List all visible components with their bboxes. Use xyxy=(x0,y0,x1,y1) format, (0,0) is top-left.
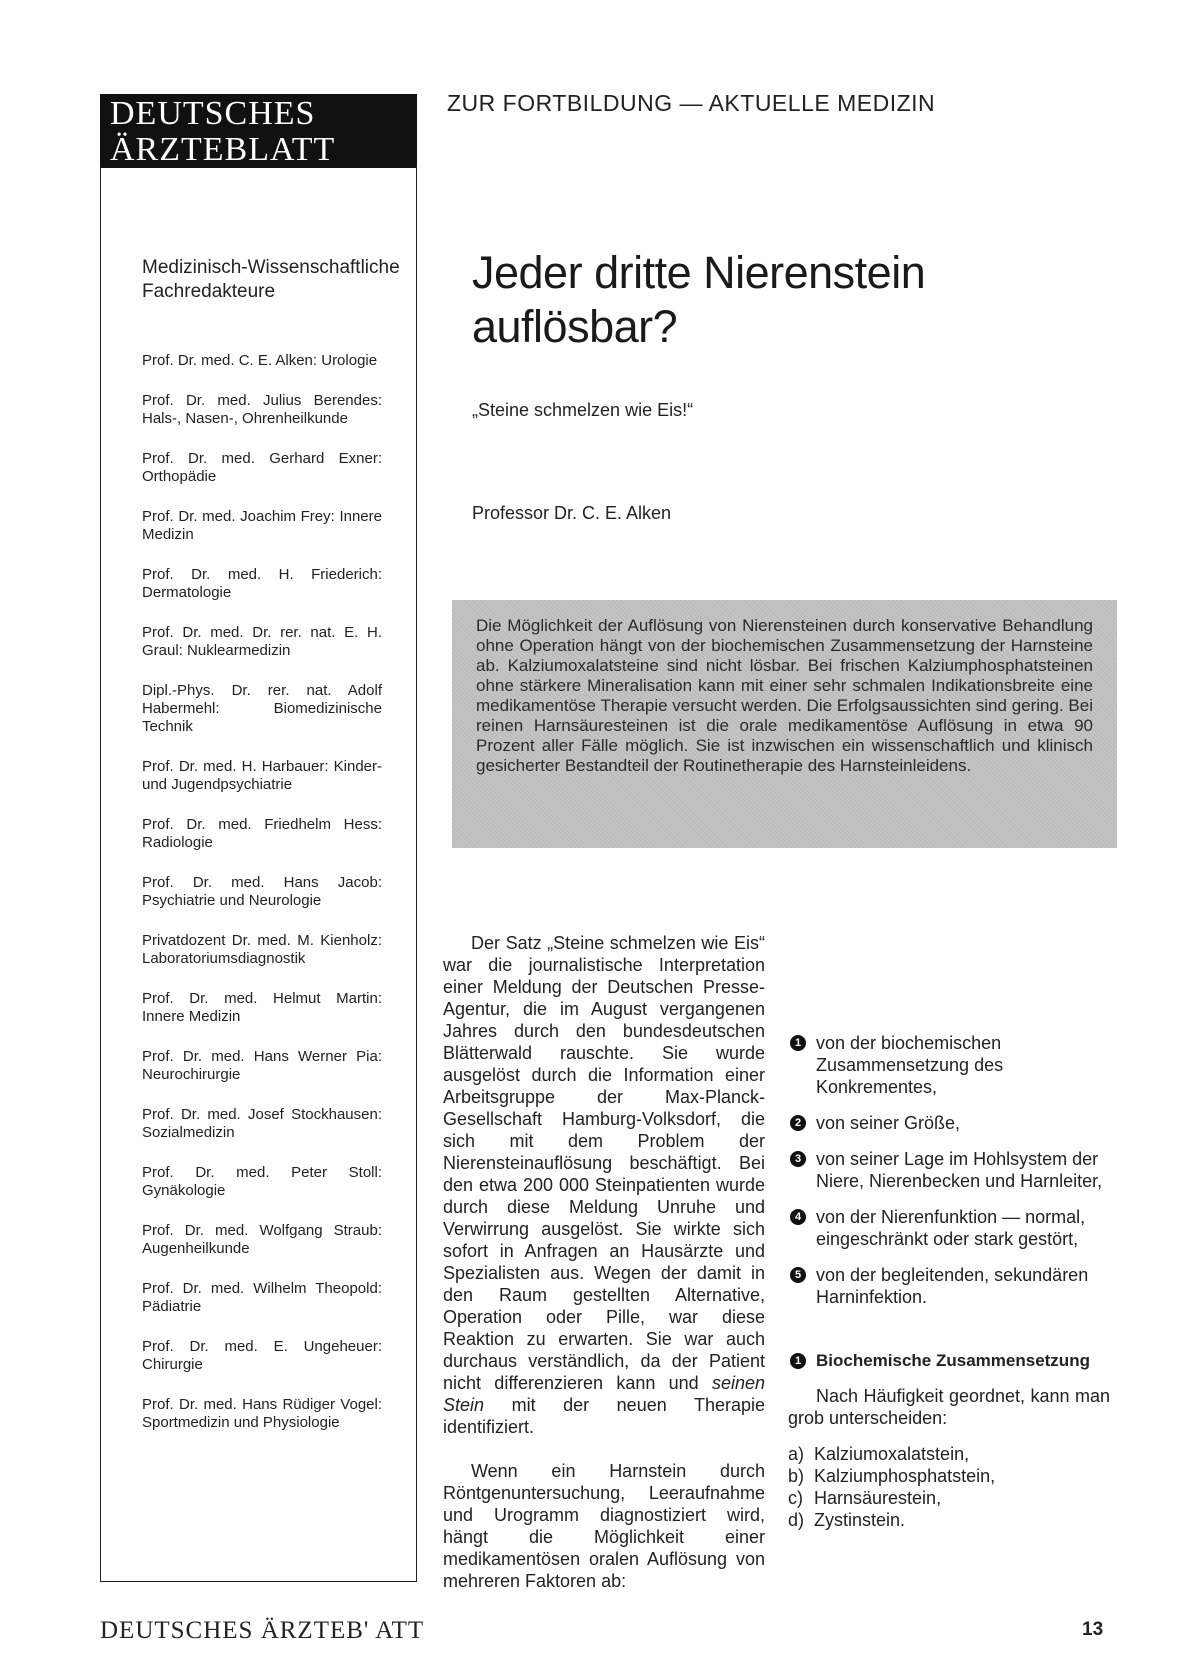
factor-text: von seiner Lage im Hohlsystem der Niere, Nierenbecken und Harnleiter, xyxy=(816,1149,1103,1191)
list-text: Kalziumphosphatstein, xyxy=(814,1466,996,1486)
factor-item xyxy=(788,1148,1110,1192)
emphasis-text: seinen Stein xyxy=(443,1373,765,1415)
editor-list xyxy=(142,352,382,1454)
masthead-logo xyxy=(100,94,417,168)
sidebar-title: Medizinisch-Wissenschaftliche Fachredakteure xyxy=(142,257,400,302)
editor-entry: Prof. Dr. med. Josef Stockhausen: Sozialmedizin xyxy=(142,1106,382,1141)
number-badge-icon: 1 xyxy=(790,1035,806,1051)
body-paragraph: Nach Häufigkeit geordnet, kann man grob unterscheiden: xyxy=(788,1386,1110,1428)
editor-entry: Prof. Dr. med. E. Ungeheuer: Chirurgie xyxy=(142,1338,382,1373)
subheading-text: Biochemische Zusammensetzung xyxy=(816,1351,1090,1370)
page-number: 13 xyxy=(1082,1619,1104,1640)
factor-text: von seiner Größe, xyxy=(816,1113,961,1133)
stone-type-item xyxy=(788,1487,1110,1509)
editor-entry: Prof. Dr. med. Hans Rüdiger Vogel: Sportmedizin und Physiologie xyxy=(142,1396,382,1431)
stone-type-item xyxy=(788,1443,1110,1465)
list-letter: d) xyxy=(788,1510,805,1530)
list-text: Harnsäurestein, xyxy=(814,1488,942,1508)
number-badge-icon: 1 xyxy=(790,1353,806,1369)
editor-entry: Prof. Dr. med. C. E. Alken: Urologie xyxy=(142,352,378,369)
editor-entry: Prof. Dr. med. H. Friederich: Dermatologie xyxy=(142,566,382,601)
factor-text: von der biochemischen Zusammensetzung des Konkrementes, xyxy=(816,1033,1004,1097)
editor-entry: Prof. Dr. med. Hans Werner Pia: Neurochirurgie xyxy=(142,1048,382,1083)
body-paragraph: Wenn ein Harnstein durch Röntgenuntersuchung, Leeraufnahme und Urogramm diagnostiziert wird, hängt die Möglichkeit einer medikamentösen oralen Auflösung von mehreren Faktoren ab: xyxy=(443,1461,765,1591)
number-badge-icon: 2 xyxy=(790,1115,806,1131)
editor-entry: Privatdozent Dr. med. M. Kienholz: Laboratoriumsdiagnostik xyxy=(142,932,382,967)
editor-entry: Prof. Dr. med. Julius Berendes: Hals-, Nasen-, Ohrenheilkunde xyxy=(142,392,382,427)
factor-item xyxy=(788,1112,1110,1134)
article-author: Professor Dr. C. E. Alken xyxy=(472,503,672,523)
editor-entry: Prof. Dr. med. Gerhard Exner: Orthopädie xyxy=(142,450,382,485)
factor-item xyxy=(788,1264,1110,1308)
editor-entry: Prof. Dr. med. Helmut Martin: Innere Medizin xyxy=(142,990,382,1025)
stone-type-item xyxy=(788,1465,1110,1487)
number-badge-icon: 3 xyxy=(790,1151,806,1167)
subheading xyxy=(788,1350,1110,1371)
masthead-line-2: ÄRZTEBLATT xyxy=(110,131,336,168)
stone-type-item xyxy=(788,1509,1110,1531)
section-heading: ZUR FORTBILDUNG — AKTUELLE MEDIZIN xyxy=(447,90,936,116)
body-paragraph xyxy=(443,932,765,1438)
editor-entry: Prof. Dr. med. Friedhelm Hess: Radiologie xyxy=(142,816,382,851)
article-subtitle: „Steine schmelzen wie Eis!“ xyxy=(472,400,694,420)
list-letter: b) xyxy=(788,1466,805,1486)
factor-item xyxy=(788,1032,1110,1098)
list-letter: a) xyxy=(788,1444,805,1464)
factor-text: von der Nierenfunktion — normal, eingeschränkt oder stark gestört, xyxy=(816,1207,1086,1249)
factor-item xyxy=(788,1206,1110,1250)
editor-entry: Prof. Dr. med. Joachim Frey: Innere Medizin xyxy=(142,508,382,543)
editor-entry: Dipl.-Phys. Dr. rer. nat. Adolf Habermehl: Biomedizinische Technik xyxy=(142,682,382,735)
editor-entry: Prof. Dr. med. Wilhelm Theopold: Pädiatrie xyxy=(142,1280,382,1315)
editor-entry: Prof. Dr. med. Peter Stoll: Gynäkologie xyxy=(142,1164,382,1199)
masthead-line-1: DEUTSCHES xyxy=(110,95,316,132)
footer-journal-title: DEUTSCHES ÄRZTEB' ATT xyxy=(100,1617,425,1644)
list-text: Kalziumoxalatstein, xyxy=(814,1444,970,1464)
paragraph-text: mit der neuen Therapie identifiziert. xyxy=(443,1395,765,1437)
body-column-right xyxy=(788,1032,1110,1531)
editor-entry: Prof. Dr. med. H. Harbauer: Kinder- und Jugendpsychiatrie xyxy=(142,758,382,793)
list-text: Zystinstein. xyxy=(814,1510,906,1530)
article-title: Jeder dritte Nierenstein auflösbar? xyxy=(472,247,926,352)
paragraph-text: Der Satz „Steine schmelzen wie Eis“ war die journalistische Interpretation einer Meldung der Deutschen Presse-Agentur, die im August vergangenen Jahres durch den bundesdeutschen Blätterwald rauschte. Sie wurde ausgelöst durch die Information einer Arbeitsgruppe der Max-Planck-Gesellschaft Hamburg-Volksdorf, die sich mit dem Problem der Nierensteinauflösung beschäftigt. Bei den etwa 200 000 Steinpatienten wurde durch diese Meldung Unruhe und Verwirrung ausgelöst. Sie wirkte sich sofort in Anfragen an Hausärzte und Spezialisten aus. Wegen der damit in den Raum gestellten Alternative, Operation oder Pille, war diese Reaktion zu erwarten. Sie war auch durchaus verständlich, da der Patient nicht differenzieren kann und xyxy=(443,933,765,1393)
number-badge-icon: 5 xyxy=(790,1267,806,1283)
factor-text: von der begleitenden, sekundären Harninfektion. xyxy=(816,1265,1089,1307)
editor-entry: Prof. Dr. med. Wolfgang Straub: Augenheilkunde xyxy=(142,1222,382,1257)
abstract-box xyxy=(452,600,1117,848)
list-letter: c) xyxy=(788,1488,803,1508)
body-column-left xyxy=(443,932,765,1592)
editor-entry: Prof. Dr. med. Hans Jacob: Psychiatrie und Neurologie xyxy=(142,874,382,909)
abstract-text: Die Möglichkeit der Auflösung von Nierensteinen durch konservative Behandlung ohne Operation hängt von der biochemischen Zusammensetzung der Harnsteine ab. Kalziumoxalatsteine sind nicht lösbar. Bei frischen Kalziumphosphatsteinen ohne stärkere Mineralisation kann mit einer sehr schmalen Indikationsbreite eine medikamentöse Therapie versucht werden. Die Erfolgsaussichten sind gering. Bei reinen Harnsäuresteinen ist die orale medikamentöse Auflösung in etwa 90 Prozent aller Fälle möglich. Sie ist inzwischen ein wissenschaftlich und klinisch gesicherter Bestandteil der Routinetherapie des Harnsteinleidens. xyxy=(476,616,1093,775)
editor-entry: Prof. Dr. med. Dr. rer. nat. E. H. Graul: Nuklearmedizin xyxy=(142,624,382,659)
number-badge-icon: 4 xyxy=(790,1209,806,1225)
